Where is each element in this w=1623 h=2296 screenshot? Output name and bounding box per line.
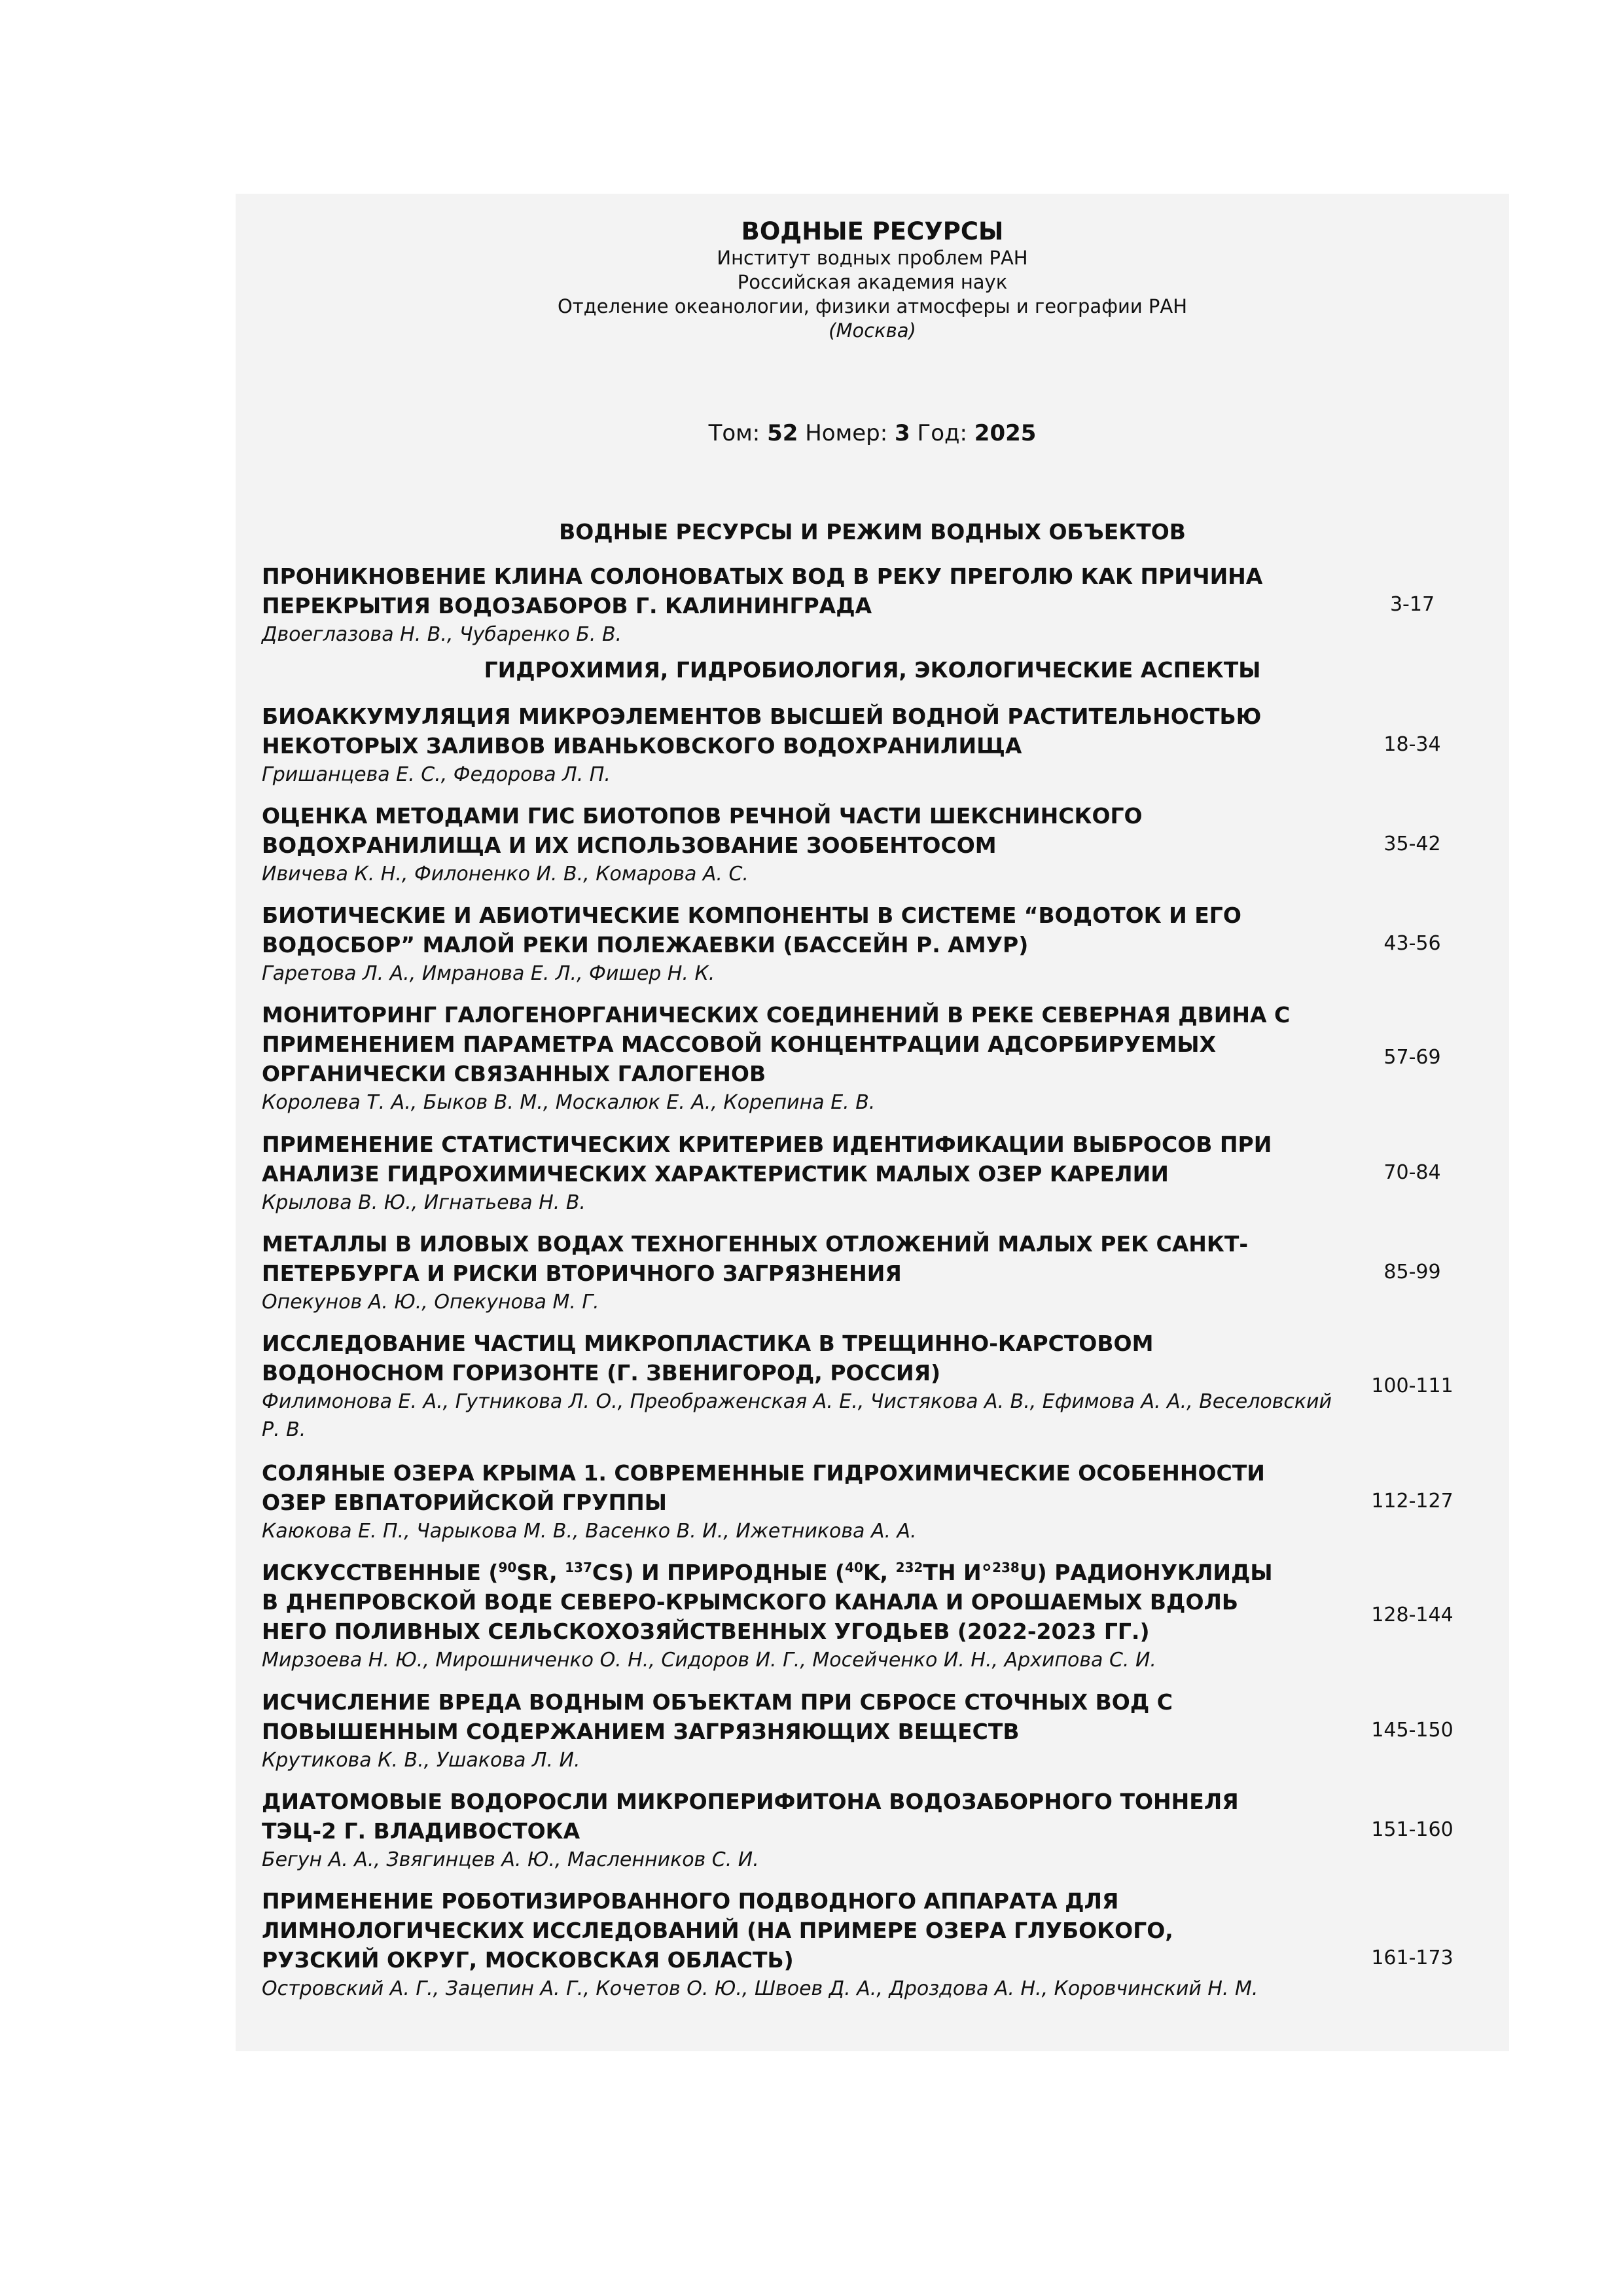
- article-pages: 3-17: [1389, 593, 1435, 616]
- article-authors: Каюкова Е. П., Чарыкова М. В., Васенко В. И., Ижетникова А. А.: [262, 1520, 917, 1543]
- article-authors: Ивичева К. Н., Филоненко И. В., Комарова А. С.: [262, 863, 749, 886]
- article-title[interactable]: ИСЧИСЛЕНИЕ ВРЕДА ВОДНЫМ ОБЪЕКТАМ ПРИ СБРОСЕ СТОЧНЫХ ВОД С ПОВЫШЕННЫМ СОДЕРЖАНИЕМ ЗАГРЯЗНЯЮЩИХ ВЕЩЕСТВ: [262, 1689, 1173, 1744]
- article-entry[interactable]: [262, 1000, 1509, 1117]
- article-entry[interactable]: [262, 702, 1509, 789]
- article-authors: Бегун А. А., Звягинцев А. Ю., Масленников С. И.: [262, 1848, 759, 1871]
- article-title[interactable]: ИСКУССТВЕННЫЕ ($^{90}$SR, $^{137}$CS) И ПРИРОДНЫЕ ($^{40}$K, $^{232}$TH И°$^{238}$U) РАДИОНУКЛИДЫ В ДНЕПРОВСКОЙ ВОДЕ СЕВЕРО-КРЫМСКОГО КАНАЛА И ОРОШАЕМЫХ ВДОЛЬ НЕГО ПОЛИВНЫХ СЕЛЬСКОХОЗЯЙСТВЕННЫХ УГОДЬЕВ (2022-2023 ГГ.): [262, 1560, 1273, 1644]
- article-entry[interactable]: [262, 1130, 1509, 1217]
- journal-title: ВОДНЫЕ РЕСУРСЫ: [741, 217, 1004, 245]
- article-authors: Двоеглазова Н. В., Чубаренко Б. В.: [262, 623, 622, 646]
- article-pages: 85-99: [1383, 1261, 1441, 1283]
- article-authors: Опекунов А. Ю., Опекунова М. Г.: [262, 1291, 599, 1314]
- article-entry[interactable]: [262, 901, 1509, 988]
- section-heading: ГИДРОХИМИЯ, ГИДРОБИОЛОГИЯ, ЭКОЛОГИЧЕСКИЕ АСПЕКТЫ: [484, 657, 1261, 683]
- article-title[interactable]: ИССЛЕДОВАНИЕ ЧАСТИЦ МИКРОПЛАСТИКА В ТРЕЩИННО-КАРСТОВОМ ВОДОНОСНОМ ГОРИЗОНТЕ (Г. ЗВЕНИГОРОД, РОССИЯ): [262, 1331, 1154, 1386]
- article-pages: 161-173: [1371, 1946, 1454, 1969]
- article-authors: Гришанцева Е. С., Федорова Л. П.: [262, 763, 611, 786]
- article-title[interactable]: ПРОНИКНОВЕНИЕ КЛИНА СОЛОНОВАТЫХ ВОД В РЕКУ ПРЕГОЛЮ КАК ПРИЧИНА ПЕРЕКРЫТИЯ ВОДОЗАБОРОВ Г. КАЛИНИНГРАДА: [262, 564, 1263, 619]
- article-pages: 35-42: [1383, 833, 1441, 855]
- number-label: Номер:: [805, 420, 888, 446]
- article-pages: 112-127: [1371, 1490, 1454, 1513]
- year-label: Год:: [917, 420, 967, 446]
- year-value: 2025: [974, 420, 1037, 446]
- article-entry[interactable]: [262, 1558, 1509, 1674]
- article-title[interactable]: ДИАТОМОВЫЕ ВОДОРОСЛИ МИКРОПЕРИФИТОНА ВОДОЗАБОРНОГО ТОННЕЛЯ ТЭЦ-2 Г. ВЛАДИВОСТОКА: [262, 1789, 1239, 1844]
- article-pages: 100-111: [1371, 1374, 1454, 1397]
- article-entry[interactable]: [262, 562, 1509, 649]
- journal-header: [236, 217, 1509, 343]
- institute-name: Институт водных проблем РАН: [717, 247, 1028, 269]
- article-title[interactable]: МЕТАЛЛЫ В ИЛОВЫХ ВОДАХ ТЕХНОГЕННЫХ ОТЛОЖЕНИЙ МАЛЫХ РЕК САНКТ-ПЕТЕРБУРГА И РИСКИ ВТОРИЧНОГО ЗАГРЯЗНЕНИЯ: [262, 1231, 1249, 1286]
- city: (Москва): [829, 319, 916, 342]
- article-authors: Королева Т. А., Быков В. М., Москалюк Е. А., Корепина Е. В.: [262, 1091, 876, 1114]
- article-pages: 70-84: [1383, 1161, 1441, 1184]
- article-authors: Гаретова Л. А., Имранова Е. Л., Фишер Н. К.: [262, 962, 715, 985]
- section-heading: ВОДНЫЕ РЕСУРСЫ И РЕЖИМ ВОДНЫХ ОБЪЕКТОВ: [559, 519, 1186, 545]
- volume-value: 52: [767, 420, 798, 446]
- number-value: 3: [895, 420, 910, 446]
- article-title[interactable]: СОЛЯНЫЕ ОЗЕРА КРЫМА 1. СОВРЕМЕННЫЕ ГИДРОХИМИЧЕСКИЕ ОСОБЕННОСТИ ОЗЕР ЕВПАТОРИЙСКОЙ ГРУППЫ: [262, 1460, 1265, 1515]
- article-entry[interactable]: [262, 1787, 1509, 1874]
- article-entry[interactable]: [262, 1886, 1509, 2003]
- article-title[interactable]: ПРИМЕНЕНИЕ РОБОТИЗИРОВАННОГО ПОДВОДНОГО АППАРАТА ДЛЯ ЛИМНОЛОГИЧЕСКИХ ИССЛЕДОВАНИЙ (НА ПРИМЕРЕ ОЗЕРА ГЛУБОКОГО, РУЗСКИЙ ОКРУГ, МОСКОВСКАЯ ОБЛАСТЬ): [262, 1888, 1173, 1973]
- article-entry[interactable]: [262, 1687, 1509, 1774]
- article-pages: 145-150: [1371, 1719, 1454, 1742]
- article-entry[interactable]: [262, 1458, 1509, 1545]
- article-entry[interactable]: [262, 801, 1509, 888]
- contents-panel: [236, 194, 1509, 2051]
- article-pages: 18-34: [1383, 733, 1441, 756]
- article-pages: 57-69: [1383, 1046, 1441, 1069]
- volume-label: Том:: [708, 420, 760, 446]
- article-entry[interactable]: [262, 1329, 1509, 1444]
- article-title[interactable]: МОНИТОРИНГ ГАЛОГЕНОРГАНИЧЕСКИХ СОЕДИНЕНИЙ В РЕКЕ СЕВЕРНАЯ ДВИНА С ПРИМЕНЕНИЕМ ПАРАМЕТРА МАССОВОЙ КОНЦЕНТРАЦИИ АДСОРБИРУЕМЫХ ОРГАНИЧЕСКИ СВЯЗАННЫХ ГАЛОГЕНОВ: [262, 1002, 1291, 1086]
- article-title[interactable]: БИОТИЧЕСКИЕ И АБИОТИЧЕСКИЕ КОМПОНЕНТЫ В СИСТЕМЕ “ВОДОТОК И ЕГО ВОДОСБОР” МАЛОЙ РЕКИ ПОЛЕЖАЕВКИ (БАССЕЙН Р. АМУР): [262, 903, 1241, 958]
- article-title[interactable]: ПРИМЕНЕНИЕ СТАТИСТИЧЕСКИХ КРИТЕРИЕВ ИДЕНТИФИКАЦИИ ВЫБРОСОВ ПРИ АНАЛИЗЕ ГИДРОХИМИЧЕСКИХ ХАРАКТЕРИСТИК МАЛЫХ ОЗЕР КАРЕЛИИ: [262, 1132, 1272, 1187]
- article-authors: Крылова В. Ю., Игнатьева Н. В.: [262, 1191, 586, 1214]
- department-name: Отделение океанологии, физики атмосферы и географии РАН: [557, 295, 1188, 317]
- issue-info: [236, 419, 1509, 448]
- article-title[interactable]: БИОАККУМУЛЯЦИЯ МИКРОЭЛЕМЕНТОВ ВЫСШЕЙ ВОДНОЙ РАСТИТЕЛЬНОСТЬЮ НЕКОТОРЫХ ЗАЛИВОВ ИВАНЬКОВСКОГО ВОДОХРАНИЛИЩА: [262, 704, 1262, 759]
- article-entry[interactable]: [262, 1229, 1509, 1316]
- article-pages: 151-160: [1371, 1818, 1454, 1841]
- article-pages: 128-144: [1371, 1604, 1454, 1626]
- academy-name: Российская академия наук: [737, 271, 1008, 293]
- article-title[interactable]: ОЦЕНКА МЕТОДАМИ ГИС БИОТОПОВ РЕЧНОЙ ЧАСТИ ШЕКСНИНСКОГО ВОДОХРАНИЛИЩА И ИХ ИСПОЛЬЗОВАНИЕ ЗООБЕНТОСОМ: [262, 803, 1143, 858]
- article-authors: Мирзоева Н. Ю., Мирошниченко О. Н., Сидоров И. Г., Мосейченко И. Н., Архипова С. И.: [262, 1649, 1156, 1672]
- article-authors: Крутикова К. В., Ушакова Л. И.: [262, 1749, 580, 1772]
- article-pages: 43-56: [1383, 932, 1441, 955]
- article-authors: Островский А. Г., Зацепин А. Г., Кочетов О. Ю., Швоев Д. А., Дроздова А. Н., Коровчинский Н. М.: [262, 1977, 1258, 2000]
- article-authors: Филимонова Е. А., Гутникова Л. О., Преображенская А. Е., Чистякова А. В., Ефимова А. А., Веселовский Р. В.: [262, 1390, 1332, 1441]
